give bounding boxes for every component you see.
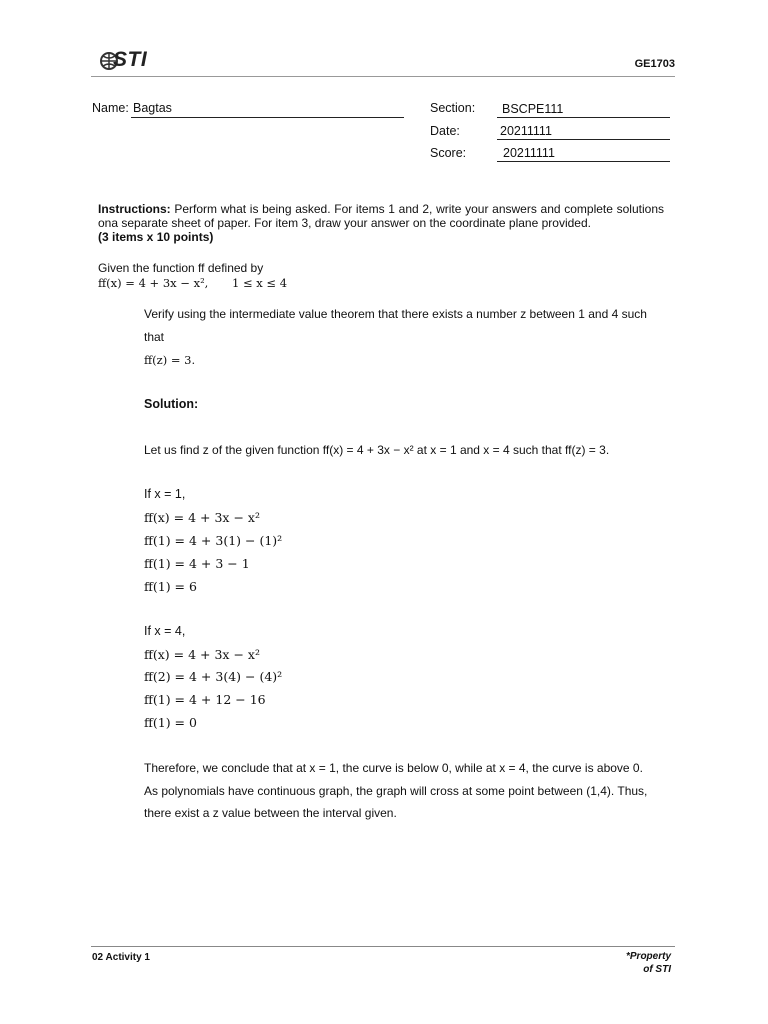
header-divider bbox=[91, 76, 675, 77]
case-2-step: ff(1) = 4 + 12 − 16 bbox=[144, 692, 266, 707]
score-field[interactable]: 20211111 bbox=[497, 146, 670, 162]
solution-intro: Let us find z of the given function ff(x) = 4 + 3x − x² at x = 1 and x = 4 such that ff(z) = 3. bbox=[144, 443, 610, 457]
instructions-block bbox=[98, 202, 664, 244]
task-equation: ff(z) = 3. bbox=[144, 353, 196, 367]
instructions-label: Instructions: bbox=[98, 202, 171, 216]
footer-property bbox=[626, 950, 671, 976]
footer-divider bbox=[91, 946, 675, 947]
date-field[interactable]: 20211111 bbox=[497, 124, 670, 140]
name-field[interactable]: Bagtas bbox=[131, 101, 404, 118]
given-domain: 1 ≤ x ≤ 4 bbox=[232, 276, 288, 290]
logo-text: STI bbox=[113, 48, 148, 71]
section-label: Section: bbox=[430, 101, 476, 115]
case-2-step: ff(1) = 0 bbox=[144, 715, 197, 730]
footer-activity: 02 Activity 1 bbox=[92, 952, 150, 963]
case-1-step: ff(1) = 4 + 3 − 1 bbox=[144, 556, 250, 571]
name-label: Name: bbox=[92, 101, 129, 115]
case-2-header: If x = 4, bbox=[144, 624, 186, 638]
score-label: Score: bbox=[430, 146, 467, 160]
footer-property-line-2: of STI bbox=[643, 964, 671, 975]
conclusion-line-1: Therefore, we conclude that at x = 1, the curve is below 0, while at x = 4, the curve is above 0. bbox=[144, 761, 643, 775]
case-2-step: ff(2) = 4 + 3(4) − (4)² bbox=[144, 669, 283, 684]
given-intro: Given the function ff defined by bbox=[98, 261, 264, 275]
document-code: GE1703 bbox=[634, 58, 675, 70]
case-1-header: If x = 1, bbox=[144, 487, 186, 501]
case-2-step: ff(x) = 4 + 3x − x² bbox=[144, 647, 260, 662]
section-field[interactable]: BSCPE111 bbox=[497, 102, 670, 118]
case-1-step: ff(1) = 4 + 3(1) − (1)² bbox=[144, 533, 283, 548]
conclusion-line-2: As polynomials have continuous graph, the graph will cross at some point between (1,4). Thus, bbox=[144, 784, 648, 798]
conclusion-line-3: there exist a z value between the interval given. bbox=[144, 806, 397, 820]
given-function: ff(x) = 4 + 3x − x², bbox=[98, 276, 209, 290]
case-1-step: ff(1) = 6 bbox=[144, 579, 197, 594]
case-1-step: ff(x) = 4 + 3x − x² bbox=[144, 510, 260, 525]
points-note: (3 items x 10 points) bbox=[98, 230, 214, 244]
date-label: Date: bbox=[430, 124, 460, 138]
solution-heading: Solution: bbox=[144, 397, 199, 411]
task-line-2: that bbox=[144, 330, 165, 344]
footer-property-line-1: *Property bbox=[625, 951, 671, 962]
instructions-text: Perform what is being asked. For items 1 and 2, write your answers and complete solutions ona separate sheet of paper. For item 3, draw your answer on the coordinate plane provided. bbox=[98, 202, 664, 230]
task-line-1: Verify using the intermediate value theorem that there exists a number z between 1 and 4 such bbox=[144, 307, 647, 321]
sti-logo bbox=[99, 49, 159, 71]
